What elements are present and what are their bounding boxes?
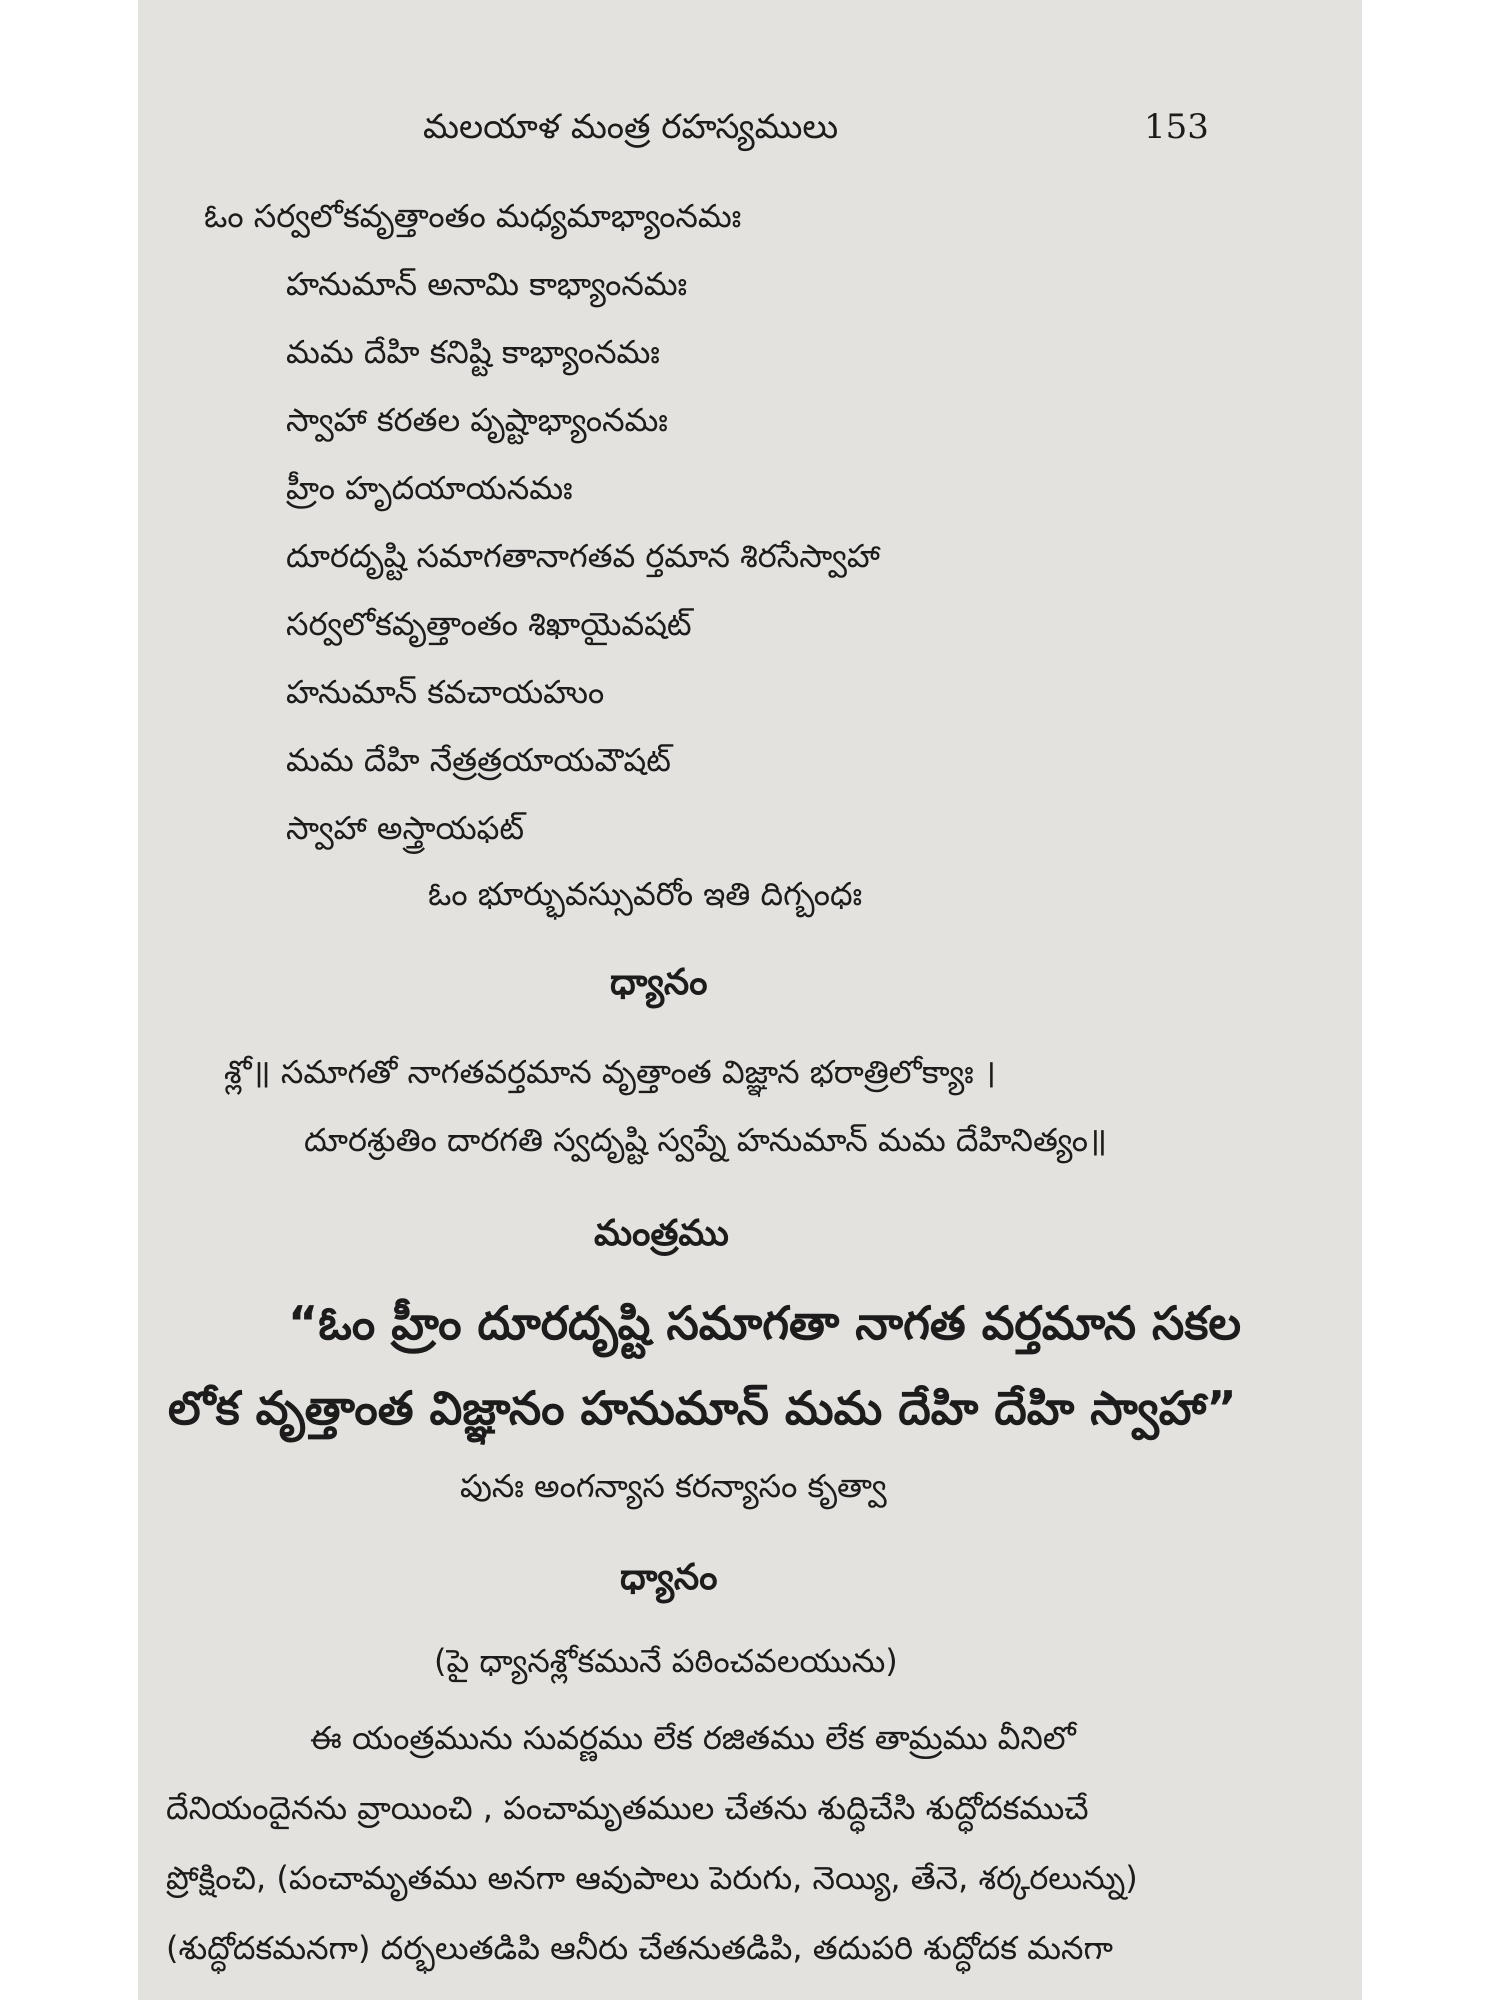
book-page bbox=[138, 0, 1362, 2000]
nyasa-line: స్వాహా కరతల పృష్టాభ్యాంనమః bbox=[286, 401, 668, 439]
dhyanam-heading: ధ్యానం bbox=[610, 962, 708, 1003]
paragraph-line: ఈ యంత్రమును సువర్ణము లేక రజితము లేక తామ్రము వీనిలో bbox=[310, 1719, 1076, 1757]
nyasa-line: హనుమాన్ కవచాయహుం bbox=[286, 673, 605, 711]
mantramu-heading: మంత్రము bbox=[594, 1213, 729, 1254]
nyasa-line: మమ దేహి నేత్రత్రయాయవౌషట్ bbox=[286, 741, 671, 779]
mantra-line: “ఓం హ్రీం దూరదృష్టి సమాగతా నాగత వర్తమాన సకల bbox=[288, 1296, 1241, 1350]
sloka-line: శ్లో॥ సమాగతో నాగతవర్తమాన వృత్తాంత విజ్ఞాన భరాత్రిలోక్యాః । bbox=[224, 1053, 997, 1091]
paragraph-line: (శుద్ధోదకమనగా) దర్భలుతడిపి ఆనీరు చేతనుతడిపి, తదుపరి శుద్ధోదక మనగా bbox=[166, 1929, 1113, 1967]
nyasa-line: హ్రీం హృదయాయనమః bbox=[286, 469, 573, 507]
paragraph-line: ప్రోక్షించి, (పంచామృతము అనగా ఆవుపాలు పెరుగు, నెయ్యి, తేనె, శర్కరలున్ను) bbox=[166, 1859, 1138, 1897]
nyasa-line: మమ దేహి కనిష్టి కాభ్యాంనమః bbox=[286, 333, 660, 371]
dhyanam-note: (పై ధ్యానశ్లోకమునే పఠించవలయును) bbox=[434, 1642, 898, 1680]
nyasa-line: దూరదృష్టి సమాగతానాగతవ ర్తమాన శిరసేస్వాహా bbox=[286, 537, 880, 575]
paragraph-line: దేనియందైనను వ్రాయించి , పంచామృతముల చేతను శుద్ధిచేసి శుద్ధోదకముచే bbox=[166, 1789, 1089, 1827]
nyasa-line: హనుమాన్ అనామి కాభ్యాంనమః bbox=[286, 265, 688, 303]
running-header-title: మలయాళ మంత్ర రహస్యములు bbox=[423, 107, 839, 147]
sloka-line: దూరశ్రుతిం దారగతి స్వదృష్టి స్వప్నే హనుమాన్ మమ దేహినిత్యం॥ bbox=[304, 1121, 1108, 1159]
digbandha-line: ఓం భూర్భువస్సువరోం ఇతి దిగ్బంధః bbox=[428, 875, 863, 913]
dhyanam-heading-2: ధ్యానం bbox=[620, 1557, 718, 1598]
nyasa-line: సర్వలోకవృత్తాంతం శిఖాయైవషట్ bbox=[286, 605, 692, 643]
nyasa-line: ఓం సర్వలోకవృత్తాంతం మధ్యమాభ్యాంనమః bbox=[204, 197, 742, 235]
nyasa-line: స్వాహా అస్త్రాయఫట్ bbox=[286, 809, 525, 847]
page-number: 153 bbox=[1144, 107, 1209, 147]
mantra-line: లోక వృత్తాంత విజ్ఞానం హనుమాన్ మమ దేహి దేహి స్వాహా” bbox=[168, 1381, 1237, 1435]
punah-line: పునః అంగన్యాస కరన్యాసం కృత్వా bbox=[460, 1467, 887, 1505]
